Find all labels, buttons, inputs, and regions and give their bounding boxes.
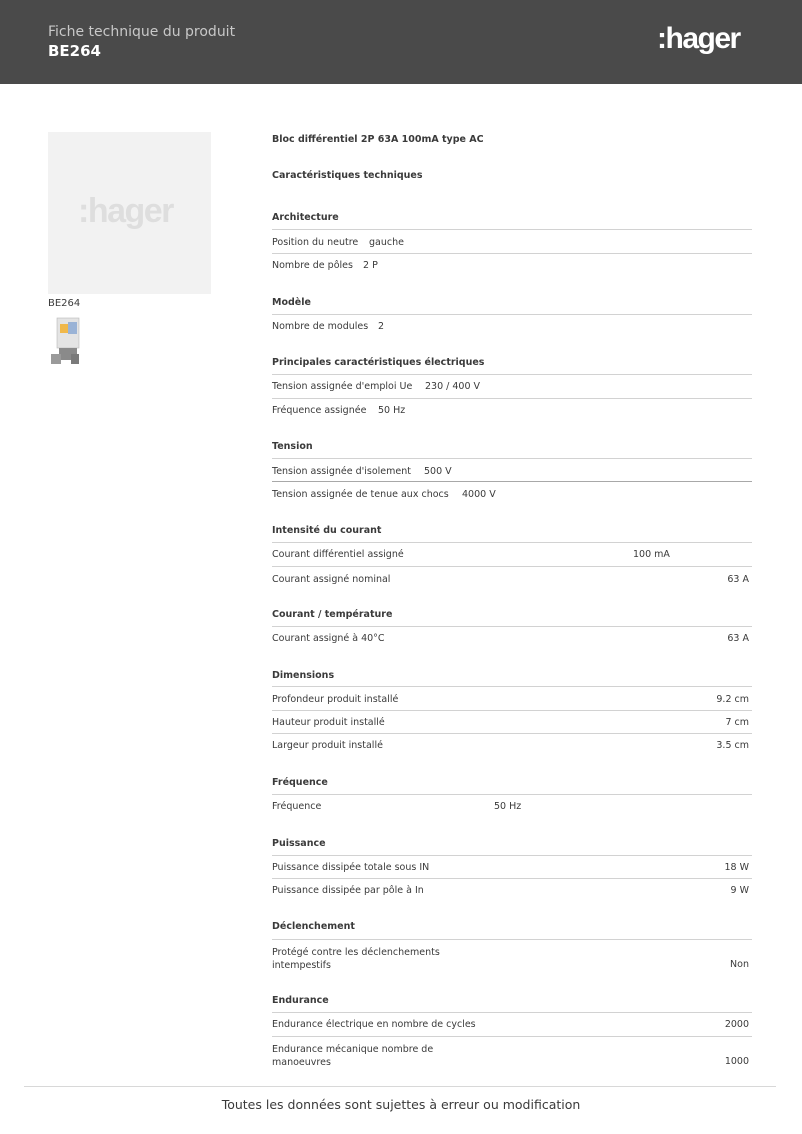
spec-label: Position du neutre xyxy=(272,237,359,248)
spec-label: Endurance mécanique nombre de manoeuvres xyxy=(272,1044,434,1068)
spec-value: 3.5 cm xyxy=(716,740,749,751)
spec-row xyxy=(272,229,752,253)
section-title: Modèle xyxy=(272,297,311,308)
spec-row xyxy=(272,374,752,398)
spec-value: 4000 V xyxy=(462,489,496,500)
spec-row xyxy=(272,481,752,505)
product-thumbnail[interactable] xyxy=(48,316,84,366)
spec-label: Puissance dissipée totale sous IN xyxy=(272,862,430,873)
spec-row xyxy=(272,398,752,422)
product-title: Bloc différentiel 2P 63A 100mA type AC xyxy=(272,134,484,145)
hager-logo: :hager xyxy=(657,22,740,55)
section-title: Déclenchement xyxy=(272,921,355,932)
spec-label: Nombre de pôles xyxy=(272,260,353,271)
spec-row xyxy=(272,542,752,566)
hager-logo-watermark: :hager xyxy=(78,192,173,230)
product-image-placeholder xyxy=(48,132,211,294)
section-title: Intensité du courant xyxy=(272,525,382,536)
section-title: Tension xyxy=(272,441,313,452)
spec-label: Fréquence xyxy=(272,801,322,812)
spec-label: Profondeur produit installé xyxy=(272,694,399,705)
section-title: Endurance xyxy=(272,995,329,1006)
spec-row xyxy=(272,458,752,482)
spec-value: 230 / 400 V xyxy=(425,381,481,392)
spec-row xyxy=(272,1036,752,1072)
spec-value: 9 W xyxy=(730,885,749,896)
spec-row xyxy=(272,794,752,818)
spec-row xyxy=(272,855,752,879)
spec-row xyxy=(272,939,752,975)
characteristics-title: Caractéristiques techniques xyxy=(272,170,423,181)
spec-value: 50 Hz xyxy=(378,405,406,416)
spec-value: 63 A xyxy=(727,574,749,585)
spec-label: Puissance dissipée par pôle à In xyxy=(272,885,424,896)
page-header xyxy=(0,0,802,84)
thumbnail-caption: BE264 xyxy=(48,298,81,309)
spec-label: Nombre de modules xyxy=(272,321,369,332)
spec-row xyxy=(272,314,752,338)
spec-label: Courant assigné à 40°C xyxy=(272,633,385,644)
spec-value: 500 V xyxy=(424,466,452,477)
spec-row xyxy=(272,733,752,757)
spec-row xyxy=(272,686,752,710)
spec-label: Courant différentiel assigné xyxy=(272,549,404,560)
spec-label: Fréquence assignée xyxy=(272,405,367,416)
footer-divider xyxy=(24,1086,776,1087)
spec-value: 1000 xyxy=(724,1056,749,1067)
spec-value: 2000 xyxy=(724,1019,749,1030)
section-title: Architecture xyxy=(272,212,339,223)
spec-value: 7 cm xyxy=(725,717,749,728)
spec-label: Largeur produit installé xyxy=(272,740,383,751)
spec-label: Tension assignée de tenue aux chocs xyxy=(272,489,449,500)
section-title: Principales caractéristiques électriques xyxy=(272,357,485,368)
spec-row xyxy=(272,1012,752,1036)
spec-label: Tension assignée d'isolement xyxy=(272,466,411,477)
spec-value: Non xyxy=(730,959,749,970)
spec-row xyxy=(272,253,752,277)
spec-value: gauche xyxy=(369,237,404,248)
spec-row xyxy=(272,878,752,902)
spec-label: Hauteur produit installé xyxy=(272,717,385,728)
spec-value: 50 Hz xyxy=(494,801,522,812)
section-title: Fréquence xyxy=(272,777,328,788)
spec-value: 63 A xyxy=(727,633,749,644)
section-title: Dimensions xyxy=(272,670,335,681)
spec-label: Protégé contre les déclenchements intempestifs xyxy=(272,947,440,971)
spec-label: Courant assigné nominal xyxy=(272,574,391,585)
section-title: Puissance xyxy=(272,838,326,849)
header-subtitle: Fiche technique du produit xyxy=(48,24,236,40)
footer-disclaimer: Toutes les données sont sujettes à erreur ou modification xyxy=(221,1097,581,1112)
spec-label: Endurance électrique en nombre de cycles xyxy=(272,1019,476,1030)
header-product-ref: BE264 xyxy=(48,42,101,60)
spec-value: 9.2 cm xyxy=(716,694,749,705)
spec-label: Tension assignée d'emploi Ue xyxy=(272,381,413,392)
spec-value: 100 mA xyxy=(633,549,670,560)
spec-value: 2 P xyxy=(363,260,378,271)
section-title: Courant / température xyxy=(272,609,393,620)
spec-row xyxy=(272,710,752,734)
spec-row xyxy=(272,566,752,590)
spec-value: 18 W xyxy=(724,862,749,873)
spec-row xyxy=(272,626,752,650)
spec-value: 2 xyxy=(378,321,385,332)
